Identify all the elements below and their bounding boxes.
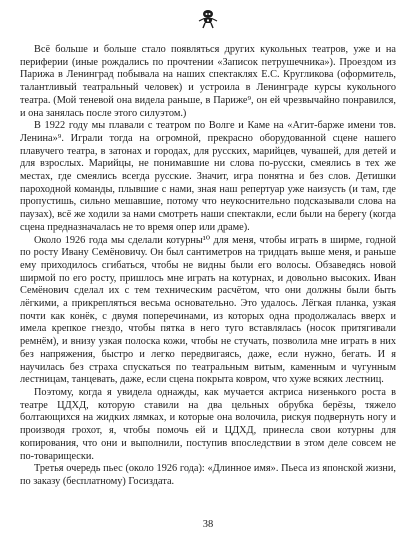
puppet-figure-icon xyxy=(196,8,220,30)
body-text xyxy=(20,44,396,489)
paragraph: Всё больше и больше стало появляться других кукольных театров, уже и на периферии (иные рождались по прочтении «Записок петрушечника»). Проездом из Парижа в Ленинград побывала на наших спектаклях Е.С. Кругликова (оформитель, талантливый театральный человек) и устроила в Ленинграде курсы кукольного театра. (Мой теневой она видела раньше, в Париже⁹, он ей чрезвычайно понравился, и она занялась после этого силуэтом.) xyxy=(20,44,396,119)
paragraph: Третья очередь пьес (около 1926 года): «Длинное имя». Пьеса из японской жизни, по заказу (бесплатному) Госиздата. xyxy=(20,463,396,487)
page-number: 38 xyxy=(202,519,214,530)
paragraph: Около 1926 года мы сделали котурны¹⁰ для меня, чтобы играть в ширме, годной по росту Ивану Семёновичу. Он был сантиметров на тридцать выше меня, и раньше ему приходилось сгибаться, чтобы не видны были его волосы. Обзаведясь новой ширмой по его росту, пришлось мне играть на котурнах, и довольно высоких. Иван Семёнович сделал их с тем техническим расчётом, что они должны были быть лёгкими, а прикрепляться весьма основательно. Это удалось. Лёгкая планка, узкая почти как конёк, с двумя поперечинами, из которых одна продолжалась вверх и имела крепкое гнездо, чтобы пятка в него туго вставлялась (носок притягивали ремнём), и внизу узкая полоска кожи, чтобы не стучать, позволила мне играть в них без напряжения, быстро и легко передвигаясь, даже, если нужно, бегать. И я научилась без страха спускаться по театральным витым, каменным и чугунным лестницам, танцевать, даже, если сцена покрыта ковром, что хуже всяких лестниц. xyxy=(20,234,396,386)
paragraph: Поэтому, когда я увидела однажды, как мучается актриса низенького роста в театре ЦДХД, которую ставили на два цельных обрубка берёзы, тяжело болтающихся на жидких лямках, и которые она волочила, рискуя подвернуть ногу и производя грохот, я, чтобы помочь ей и ЦДХД, принесла свои котурны для копирования, что они и выполнили, поступив впоследствии в этом деле совсем не по-товарищески. xyxy=(20,386,396,462)
paragraph: В 1922 году мы плавали с театром по Волге и Каме на «Агит-барже имени тов. Ленина»⁹. Играли тогда на огромной, прекрасно оборудованной сцене нашего плавучего театра, в затонах и городах, для русских, марийцев, чувашей, для детей и для взрослых. Марийцы, не понимавшие ни слова по-русски, смеялись в тех же местах, где смеялись всегда русские. Значит, игра понятна и без слов. Детишки пароходной команды, плывшие с нами, зная наш репертуар уже наизусть (и там, где пропустишь, сильно мешавшие, потому что неукоснительно подсказывали слова на паузах), всё же ходили за нами смотреть наши спектакли, если были на берегу (когда сцена предназначалась не то время опер или драме). xyxy=(20,120,396,233)
